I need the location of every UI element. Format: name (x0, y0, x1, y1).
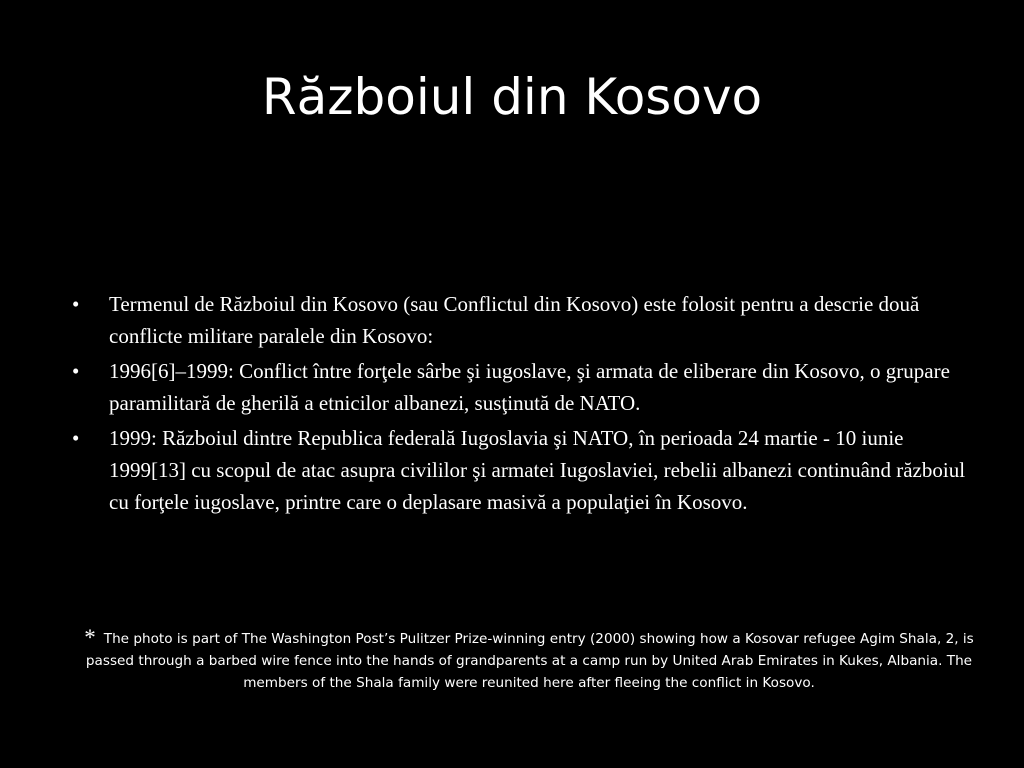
bullet-list (72, 288, 972, 521)
bullet-dot-icon: • (72, 426, 80, 450)
slide-title: Războiul din Kosovo (261, 68, 763, 126)
bullet-text-3: 1999: Războiul dintre Republica federală Iugoslavia şi NATO, în perioada 24 martie - 10 iunie 1999[13] cu scopul de atac asupra civililor şi armatei Iugoslaviei, rebelii albanezi continuând războiul cu forţele iugoslave, printre care o deplasare masivă a populaţiei în Kosovo. (109, 426, 966, 514)
bullet-item-1 (72, 288, 972, 352)
photo-caption (62, 627, 996, 694)
caption-text: The photo is part of The Washington Post’s Pulitzer Prize-winning entry (2000) showing how a Kosovar refugee Agim Shala, 2, is passed through a barbed wire fence into the hands of grandparents at a camp run by United Arab Emirates in Kukes, Albania. The members of the Shala family were reunited here after fleeing the conflict in Kosovo. (85, 631, 974, 691)
bullet-item-2 (72, 355, 972, 419)
bullet-dot-icon: • (72, 292, 80, 316)
bullet-item-3 (72, 422, 972, 518)
bullet-dot-icon: • (72, 359, 80, 383)
caption-asterisk: * (84, 625, 96, 650)
bullet-text-1: Termenul de Războiul din Kosovo (sau Conflictul din Kosovo) este folosit pentru a descrie două conflicte militare paralele din Kosovo: (109, 292, 920, 348)
bullet-text-2: 1996[6]–1999: Conflict între forţele sârbe şi iugoslave, şi armata de eliberare din Kosovo, o grupare paramilitară de gherilă a etnicilor albanezi, susţinută de NATO. (109, 359, 950, 415)
